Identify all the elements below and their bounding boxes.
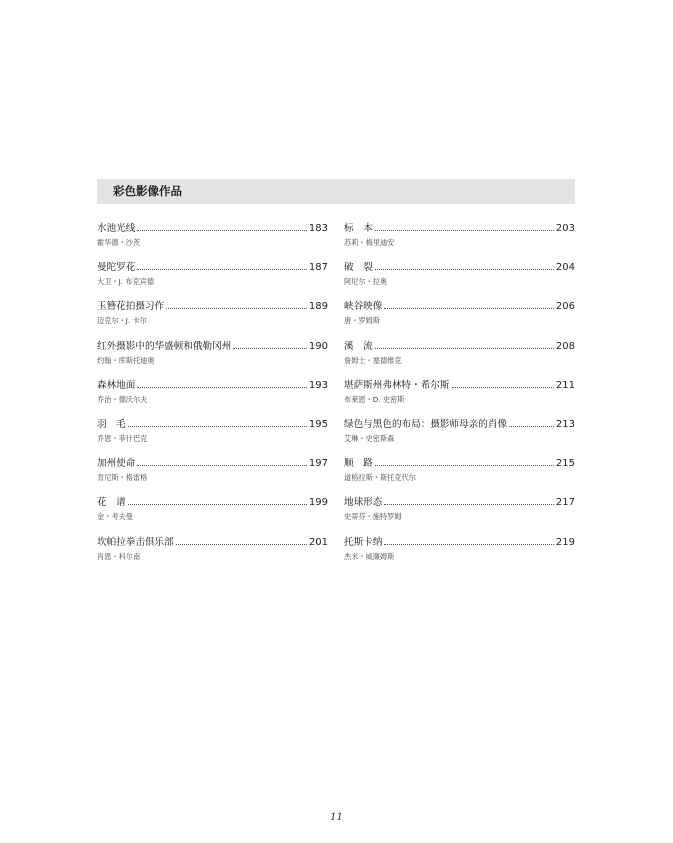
entry-author: 乔恩・菲什巴克 bbox=[97, 433, 148, 443]
dot-leader bbox=[375, 347, 554, 349]
entry-page: 183 bbox=[308, 223, 328, 234]
entry-author: 苏莉・梅里迪安 bbox=[344, 238, 395, 247]
dot-leader bbox=[137, 229, 307, 231]
toc-entry[interactable] bbox=[344, 259, 575, 298]
entry-page: 217 bbox=[555, 497, 575, 509]
entry-author: 迈克尔・J. 卡尔 bbox=[97, 316, 147, 326]
dot-leader bbox=[375, 229, 554, 231]
section-header bbox=[97, 179, 575, 204]
dot-leader bbox=[233, 347, 307, 349]
dot-leader bbox=[137, 268, 307, 270]
entry-author: 杰米・威廉姆斯 bbox=[344, 551, 395, 561]
toc-entry[interactable] bbox=[97, 220, 328, 259]
entry-author: 肖恩・科尔南 bbox=[97, 551, 141, 561]
entry-author: 阿尼尔・拉奥 bbox=[344, 277, 388, 287]
toc-entry[interactable] bbox=[344, 220, 575, 259]
toc-entry[interactable] bbox=[344, 298, 575, 337]
entry-author: 乔治・德沃尔夫 bbox=[97, 394, 148, 404]
toc-entry[interactable] bbox=[344, 534, 575, 573]
dot-leader bbox=[509, 425, 554, 427]
dot-leader bbox=[384, 307, 554, 309]
entry-author: 大卫・J. 布克宾德 bbox=[97, 277, 155, 287]
entry-title: 花 谱 bbox=[97, 497, 126, 509]
entry-title: 托斯卡纳 bbox=[344, 536, 383, 548]
entry-page: 203 bbox=[555, 223, 575, 234]
entry-title: 曼陀罗花 bbox=[97, 262, 136, 274]
entry-title: 坎帕拉拳击俱乐部 bbox=[97, 536, 174, 548]
dot-leader bbox=[375, 268, 554, 270]
entry-page: 199 bbox=[308, 497, 328, 509]
entry-page: 215 bbox=[555, 458, 575, 470]
entry-page: 195 bbox=[308, 418, 328, 430]
entry-page: 189 bbox=[308, 301, 328, 313]
entry-page: 206 bbox=[555, 301, 575, 313]
entry-page: 187 bbox=[308, 262, 328, 274]
entry-title: 地球形态 bbox=[344, 497, 383, 509]
entry-title: 羽 毛 bbox=[97, 418, 126, 430]
entry-title: 玉簪花拍摄习作 bbox=[97, 301, 165, 313]
entry-author: 金・考夫曼 bbox=[97, 512, 133, 522]
entry-author: 肯尼斯・格雷格 bbox=[97, 473, 148, 483]
entry-title: 堪萨斯州弗林特・希尔斯 bbox=[344, 379, 450, 391]
toc-entry[interactable] bbox=[344, 377, 575, 416]
toc-entry[interactable] bbox=[97, 259, 328, 298]
entry-page: 208 bbox=[555, 340, 575, 352]
toc-entry[interactable] bbox=[97, 455, 328, 494]
entry-author: 史蒂芬・施特罗姆 bbox=[344, 512, 402, 522]
dot-leader bbox=[384, 543, 554, 545]
entry-title: 红外摄影中的华盛顿和俄勒冈州 bbox=[97, 340, 232, 352]
entry-title: 绿色与黑色的布局：摄影师母亲的肖像 bbox=[344, 418, 508, 430]
toc-entry[interactable] bbox=[344, 455, 575, 494]
entry-title: 森林地面 bbox=[97, 379, 136, 391]
entry-title: 标 本 bbox=[344, 223, 373, 234]
toc-entry[interactable] bbox=[97, 494, 328, 533]
entry-author: 道格拉斯・斯托克代尔 bbox=[344, 473, 416, 483]
toc-entry[interactable] bbox=[344, 494, 575, 533]
entry-page: 211 bbox=[555, 379, 575, 391]
entry-page: 204 bbox=[555, 262, 575, 274]
entry-author: 詹姆士・塞德维克 bbox=[344, 355, 402, 365]
dot-leader bbox=[452, 386, 554, 388]
toc-entry[interactable] bbox=[97, 338, 328, 377]
entry-page: 213 bbox=[555, 418, 575, 430]
entry-page: 219 bbox=[555, 536, 575, 548]
toc-entry[interactable] bbox=[344, 338, 575, 377]
toc-entry[interactable] bbox=[344, 416, 575, 455]
entry-title: 峡谷映像 bbox=[344, 301, 383, 313]
page-number: 11 bbox=[330, 812, 343, 823]
entry-author: 约翰・库斯托迪奥 bbox=[97, 355, 155, 365]
entry-title: 水池光线 bbox=[97, 223, 136, 234]
entry-title: 溪 流 bbox=[344, 340, 373, 352]
entry-page: 190 bbox=[308, 340, 328, 352]
toc-entry[interactable] bbox=[97, 377, 328, 416]
toc-entry[interactable] bbox=[97, 534, 328, 573]
toc-entry[interactable] bbox=[97, 298, 328, 337]
entry-author: 艾琳・史密斯森 bbox=[344, 433, 395, 443]
toc-entry[interactable] bbox=[97, 416, 328, 455]
entry-author: 唐・罗姆斯 bbox=[344, 316, 380, 326]
toc-column-right bbox=[344, 220, 575, 573]
dot-leader bbox=[176, 543, 307, 545]
entry-title: 加州使命 bbox=[97, 458, 136, 470]
dot-leader bbox=[128, 425, 307, 427]
entry-title: 顺 路 bbox=[344, 458, 373, 470]
toc-column-left bbox=[97, 220, 328, 573]
entry-page: 197 bbox=[308, 458, 328, 470]
dot-leader bbox=[137, 386, 307, 388]
entry-title: 破 裂 bbox=[344, 262, 373, 274]
entry-author: 霍华德・沙茨 bbox=[97, 238, 141, 247]
entry-page: 201 bbox=[308, 536, 328, 548]
dot-leader bbox=[375, 464, 554, 466]
dot-leader bbox=[384, 503, 554, 505]
entry-page: 193 bbox=[308, 379, 328, 391]
dot-leader bbox=[166, 307, 307, 309]
dot-leader bbox=[137, 464, 307, 466]
section-title: 彩色影像作品 bbox=[113, 184, 182, 198]
entry-author: 布莱恩・D. 史密斯 bbox=[344, 394, 405, 404]
dot-leader bbox=[128, 503, 307, 505]
